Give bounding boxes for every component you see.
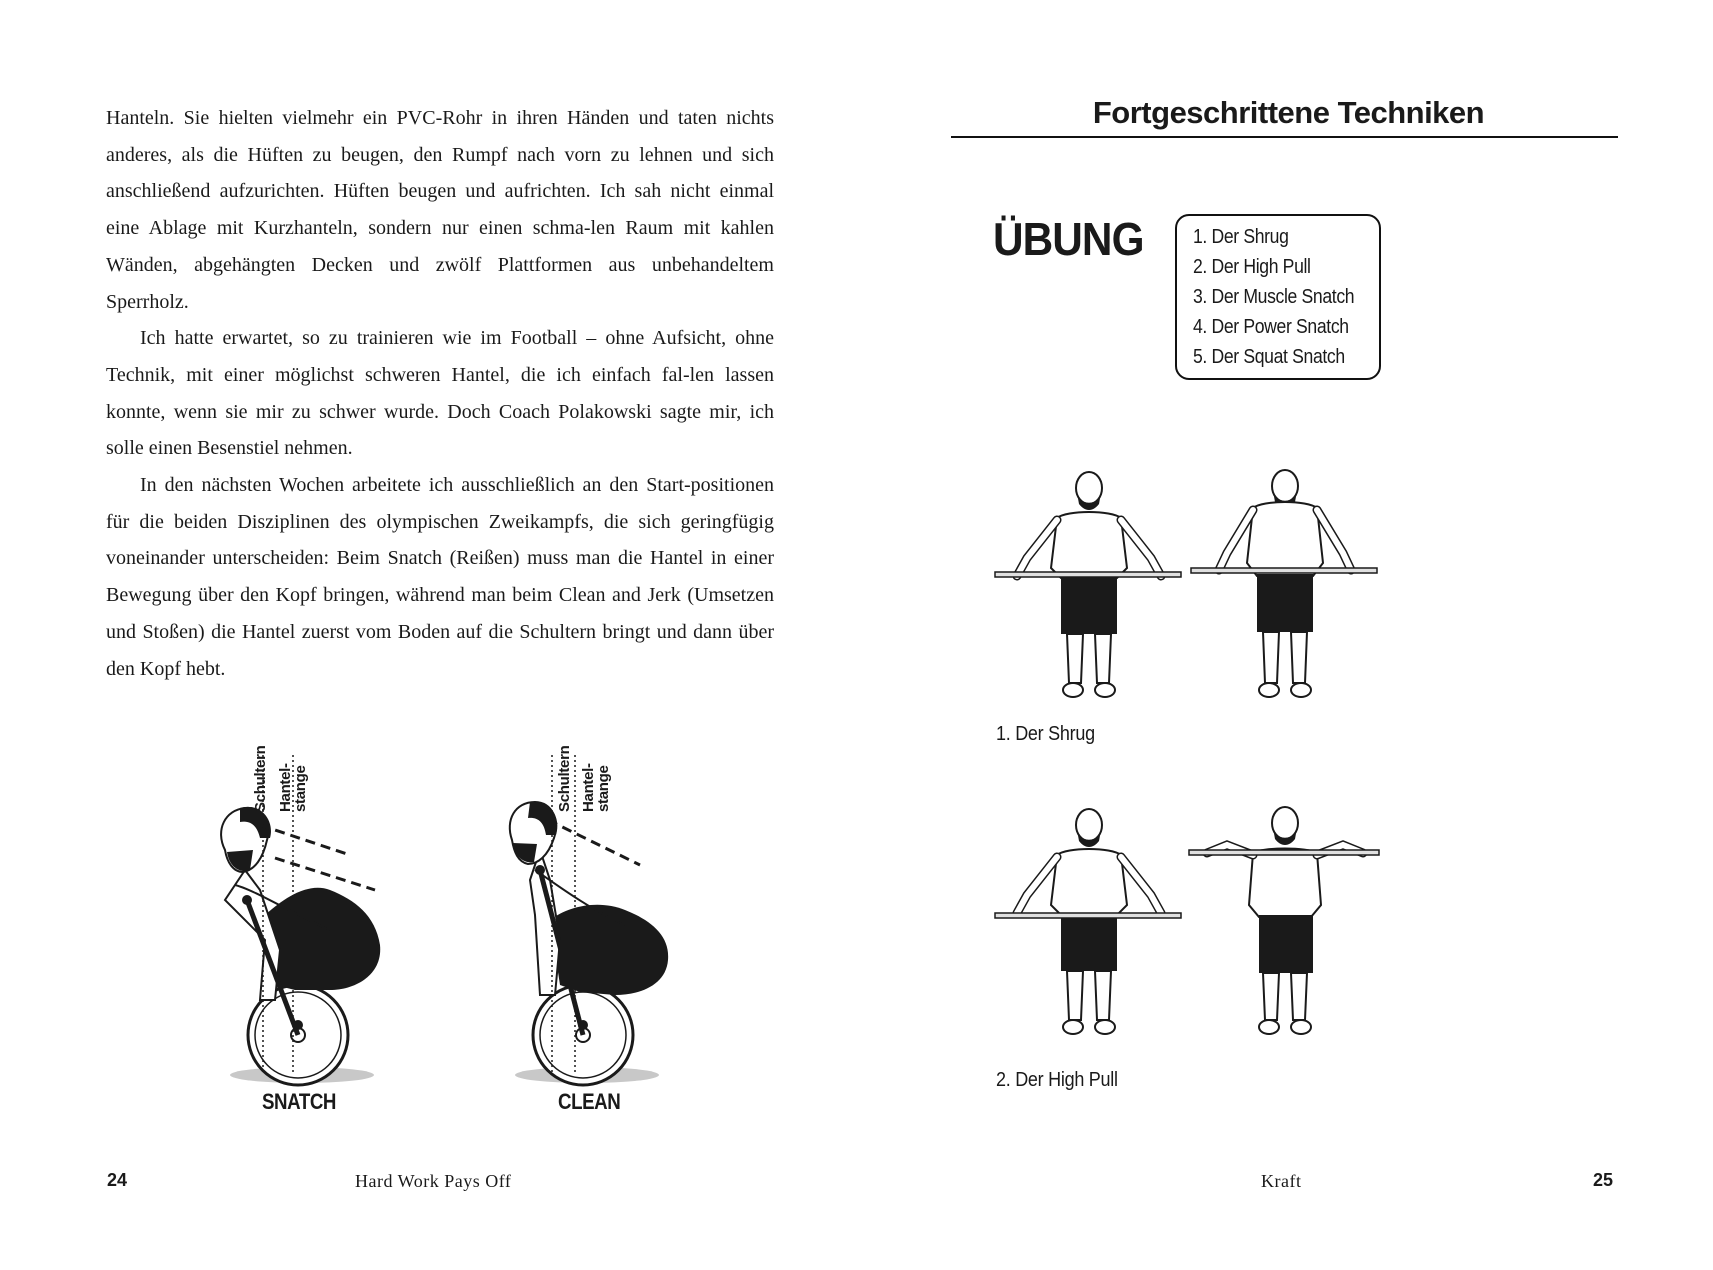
page-number-left: 24 [107,1170,128,1190]
clean-bar-marker: Hantel- stange [580,763,612,812]
body-text [106,100,774,687]
clean-label: CLEAN [558,1089,621,1114]
page-number-right: 25 [1593,1170,1614,1190]
caption-high-pull: 2. Der High Pull [996,1069,1118,1091]
snatch-bar-marker: Hantel- stange [277,763,309,812]
shrug-illustration [987,458,1417,718]
title-divider [951,136,1618,138]
running-head-right: Kraft [1261,1171,1302,1191]
snatch-shoulder-marker: Schultern [252,745,269,812]
paragraph-2: Ich hatte erwartet, so zu trainieren wie im Football – ohne Aufsicht, ohne Technik, mit einer möglichst schweren Hantel, die ich einfach fal-len lassen konnte, wenn sie mir zu schwer wurde. Doch Coach Polakowski sagte mir, ich solle einen Besenstiel nehmen. [106,327,774,460]
exercise-list-item: 1. Der Shrug [1193,226,1289,248]
exercise-list-item: 5. Der Squat Snatch [1193,346,1345,368]
paragraph-1: Hanteln. Sie hielten vielmehr ein PVC-Rohr in ihren Händen und taten nichts anderes, als die Hüften zu beugen, den Rumpf nach vorn zu lehnen und sich anschließend aufzurichten. Hüften beugen und aufrichten. Ich sah nicht einmal eine Ablage mit Kurzhanteln, sondern nur einen schma-len Raum mit kahlen Wänden, abgehängten Decken und zwölf Plattformen aus unbehandeltem Sperrholz. [106,107,774,313]
snatch-label: SNATCH [262,1089,336,1114]
caption-shrug: 1. Der Shrug [996,723,1095,745]
exercise-heading: ÜBUNG [993,213,1144,265]
section-title: Fortgeschrittene Techniken [1092,95,1485,130]
exercise-list-item: 3. Der Muscle Snatch [1193,286,1355,308]
right-page [856,0,1713,1270]
exercise-list [1175,214,1381,380]
clean-shoulder-marker: Schultern [556,745,573,812]
left-page [0,0,856,1270]
exercise-list-item: 4. Der Power Snatch [1193,316,1349,338]
high-pull-illustration [987,795,1417,1055]
exercise-list-item: 2. Der High Pull [1193,256,1311,278]
running-head-left: Hard Work Pays Off [355,1171,512,1191]
paragraph-3: In den nächsten Wochen arbeitete ich ausschließlich an den Start-positionen für die beiden Disziplinen des olympischen Zweikampfs, die sich geringfügig voneinander unterscheiden: Beim Snatch (Reißen) muss man die Hantel in einer Bewegung über den Kopf bringen, während man beim Clean and Jerk (Umsetzen und Stoßen) die Hantel zuerst vom Boden auf die Schultern bringt und dann über den Kopf hebt. [106,474,774,680]
